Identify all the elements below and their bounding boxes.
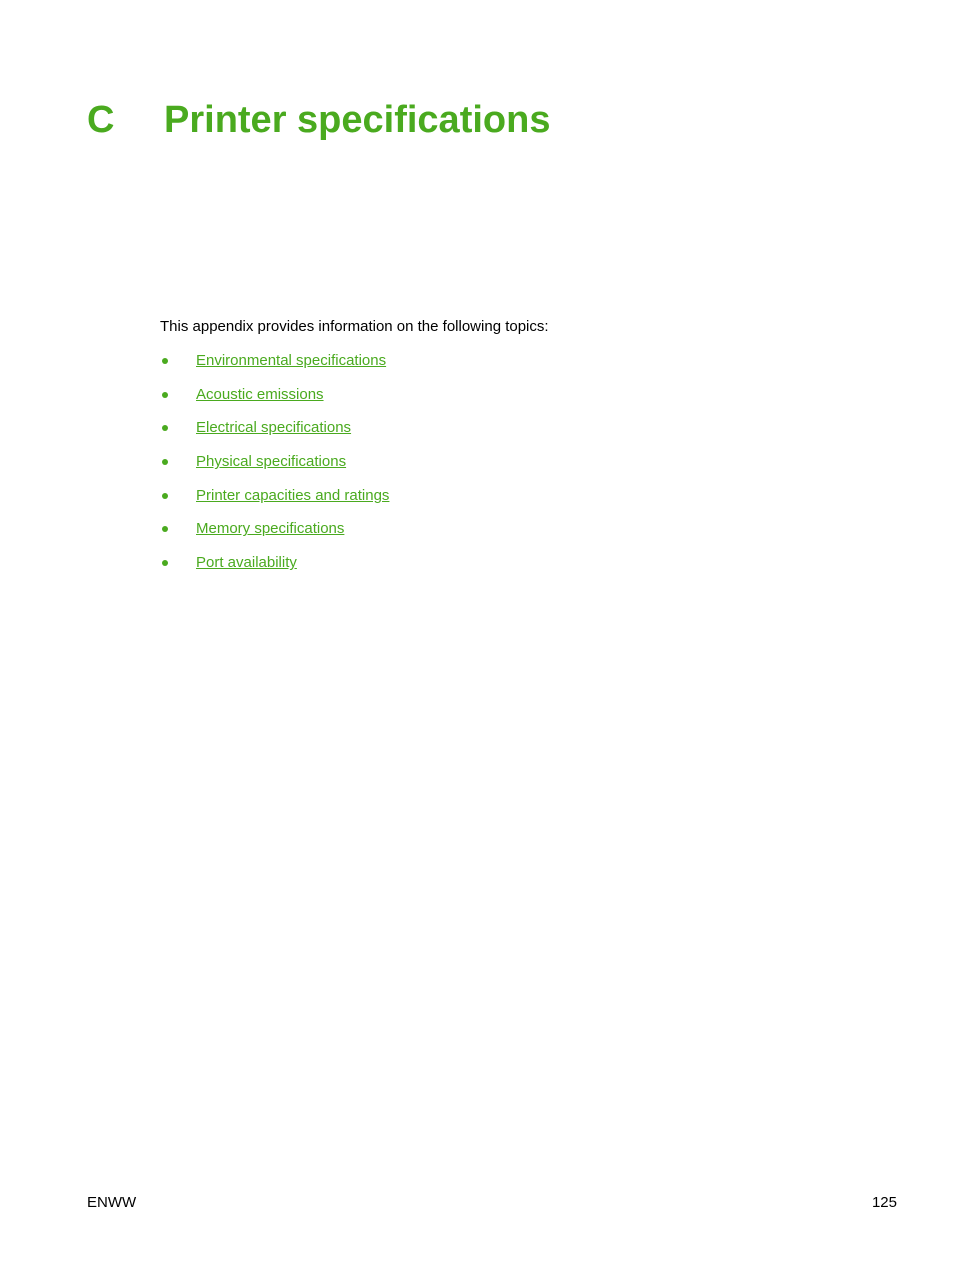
link-printer-capacities-and-ratings[interactable]: Printer capacities and ratings [196, 486, 390, 504]
bullet-icon [162, 392, 168, 398]
chapter-letter: C [87, 99, 115, 141]
bullet-icon [162, 560, 168, 566]
link-physical-specifications[interactable]: Physical specifications [196, 453, 347, 471]
bullet-icon [162, 526, 168, 532]
bullet-icon [162, 425, 168, 431]
bullet-icon [162, 358, 168, 364]
link-environmental-specifications[interactable]: Environmental specifications [196, 352, 387, 369]
intro-text: This appendix provides information on the following topics: [160, 318, 549, 335]
page-title: Printer specifications [164, 99, 551, 141]
link-electrical-specifications[interactable]: Electrical specifications [196, 419, 352, 437]
footer-label: ENWW [87, 1194, 137, 1211]
bullet-icon [162, 493, 168, 499]
bullet-icon [162, 459, 168, 465]
page-number: 125 [871, 1194, 897, 1211]
link-port-availability[interactable]: Port availability [196, 554, 297, 572]
link-acoustic-emissions[interactable]: Acoustic emissions [196, 385, 324, 403]
link-memory-specifications[interactable]: Memory specifications [196, 520, 345, 538]
